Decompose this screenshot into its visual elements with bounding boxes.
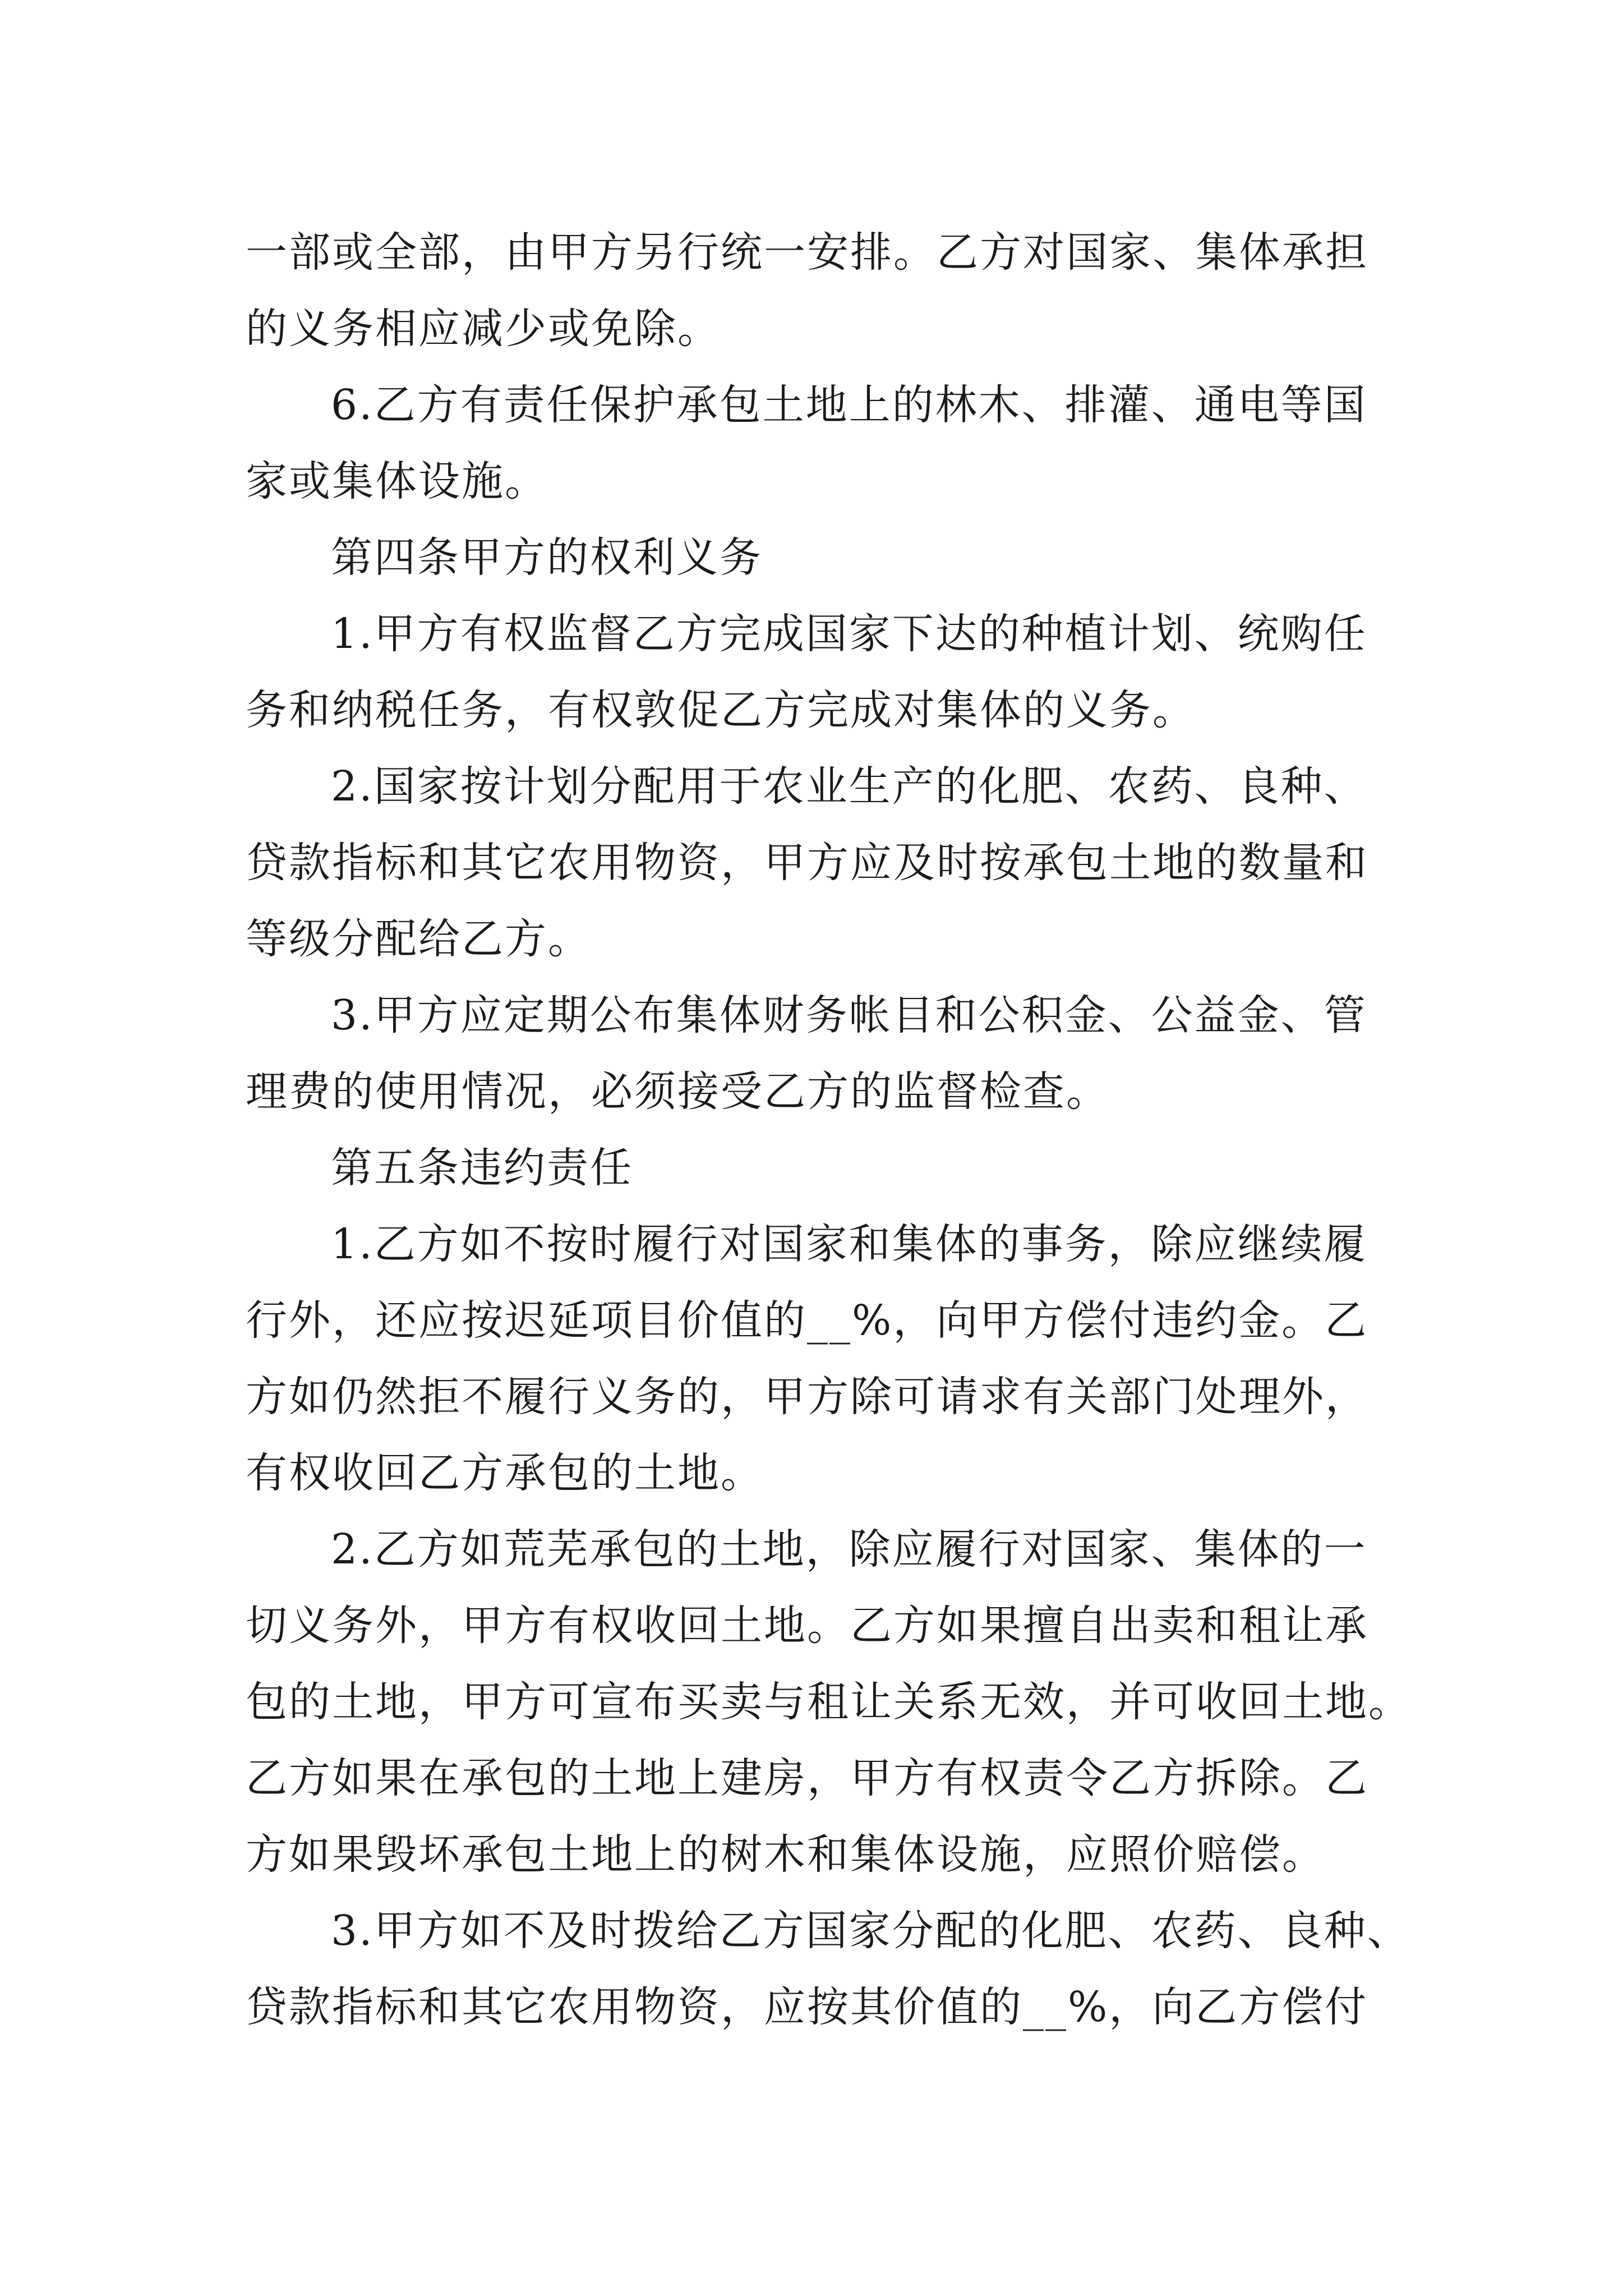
text-line: 1.甲方有权监督乙方完成国家下达的种植计划、统购任	[331, 610, 1367, 658]
text-line: 3.甲方如不及时拨给乙方国家分配的化肥、农药、良种、	[331, 1907, 1410, 1955]
text-line: 贷款指标和其它农用物资，甲方应及时按承包土地的数量和	[246, 839, 1368, 887]
text-line: 第五条违约责任	[331, 1144, 633, 1192]
text-line: 理费的使用情况，必须接受乙方的监督检查。	[246, 1068, 1109, 1116]
text-line: 一部或全部，由甲方另行统一安排。乙方对国家、集体承担	[246, 228, 1368, 277]
text-line: 切义务外，甲方有权收回土地。乙方如果擅自出卖和租让承	[246, 1602, 1368, 1650]
text-line: 方如仍然拒不履行义务的，甲方除可请求有关部门处理外，	[246, 1373, 1368, 1421]
text-line: 方如果毁坏承包土地上的树木和集体设施，应照价赔偿。	[246, 1830, 1325, 1879]
text-line: 包的土地，甲方可宣布买卖与租让关系无效，并可收回土地。	[246, 1678, 1412, 1726]
text-line: 2.乙方如荒芜承包的土地，除应履行对国家、集体的一	[331, 1525, 1367, 1573]
text-line: 等级分配给乙方。	[246, 915, 591, 963]
text-line: 的义务相应减少或免除。	[246, 305, 721, 353]
text-line: 有权收回乙方承包的土地。	[246, 1449, 764, 1497]
text-line: 2.国家按计划分配用于农业生产的化肥、农药、良种、	[331, 762, 1367, 811]
text-line: 3.甲方应定期公布集体财务帐目和公积金、公益金、管	[331, 991, 1367, 1039]
text-line: 6.乙方有责任保护承包土地上的林木、排灌、通电等国	[331, 381, 1367, 429]
text-line: 乙方如果在承包的土地上建房，甲方有权责令乙方拆除。乙	[246, 1754, 1368, 1802]
text-line: 家或集体设施。	[246, 457, 548, 505]
text-line: 1.乙方如不按时履行对国家和集体的事务，除应继续履	[331, 1220, 1367, 1268]
text-line: 第四条甲方的权利义务	[331, 533, 763, 582]
text-line: 务和纳税任务，有权敦促乙方完成对集体的义务。	[246, 686, 1196, 734]
text-line: 行外，还应按迟延项目价值的__%，向甲方偿付违约金。乙	[246, 1296, 1368, 1345]
text-line: 贷款指标和其它农用物资，应按其价值的__%，向乙方偿付	[246, 1983, 1368, 2031]
document-body	[246, 214, 1412, 2045]
